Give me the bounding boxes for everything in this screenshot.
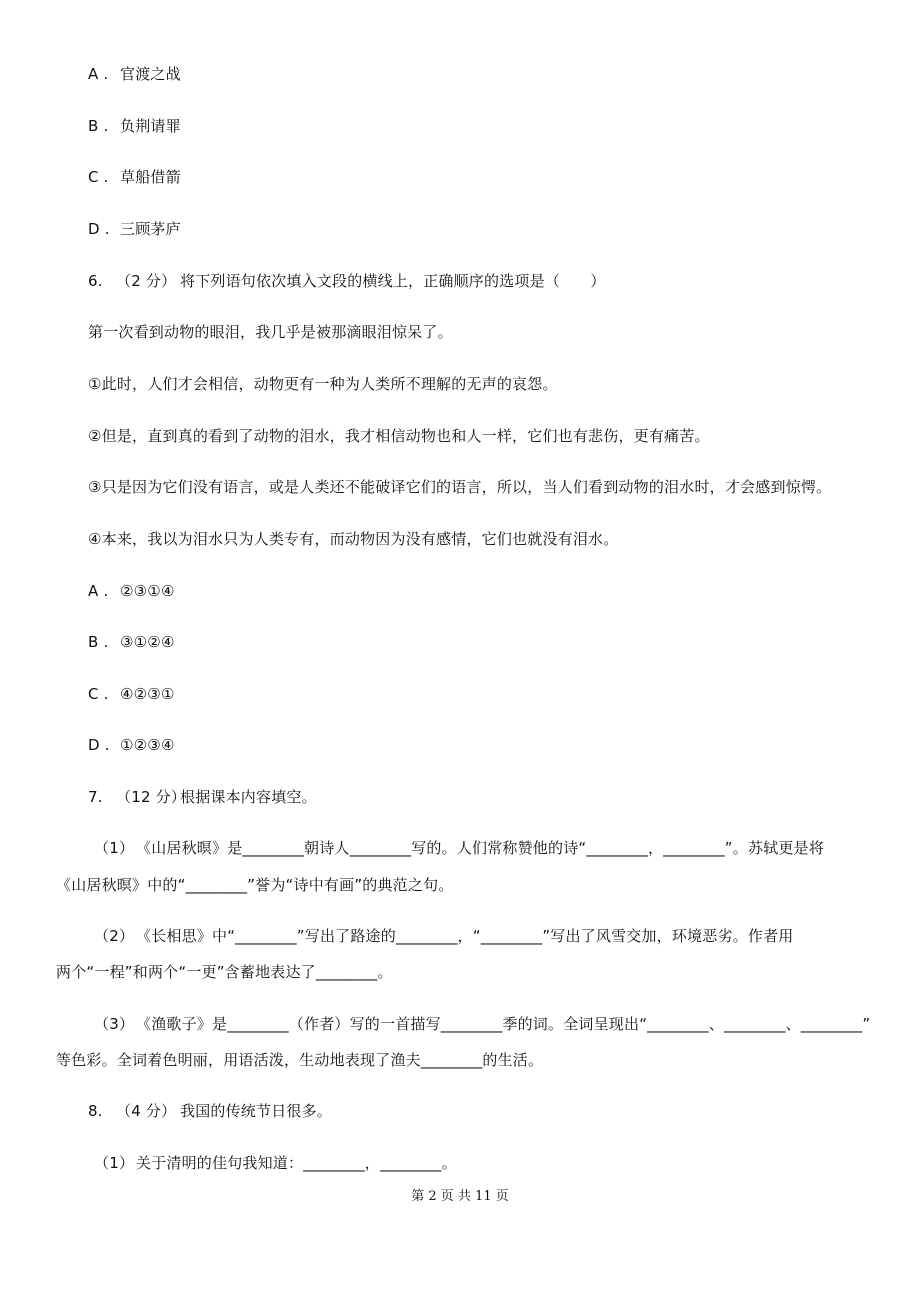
sub-question-text: 《渔歌子》是________（作者）写的一首描写________季的词。全词呈现出“________、________、________” xyxy=(136,1015,871,1033)
sub-question-text: 《长相思》中“________”写出了路途的________，“________”写出了风雪交加，环境恶劣。作者用 xyxy=(136,927,794,945)
q8-header xyxy=(88,1101,332,1121)
question-score: （12 分） xyxy=(116,788,187,806)
question-stem: 将下列语句依次填入文段的横线上，正确顺序的选项是（ ） xyxy=(180,272,606,290)
q6-sentence-4: ④本来，我以为泪水只为人类专有，而动物因为没有感情，它们也就没有泪水。 xyxy=(88,530,619,548)
q6-option-a xyxy=(88,581,175,601)
option-letter: D . xyxy=(88,736,110,754)
sub-question-number: （1） xyxy=(94,1154,135,1172)
q7-sub3-line2: 等色彩。全词着色明丽，用语活泼，生动地表现了渔夫________的生活。 xyxy=(56,1051,544,1069)
option-text: 负荆请罪 xyxy=(120,117,181,135)
sub-question-text: 关于清明的佳句我知道：________，________。 xyxy=(136,1154,457,1172)
question-score: （4 分） xyxy=(116,1102,177,1120)
q8-sub1 xyxy=(94,1153,457,1173)
option-letter: D . xyxy=(88,220,110,238)
sub-question-text: 《山居秋暝》是________朝诗人________写的。人们常称赞他的诗“________，________”。苏轼更是将 xyxy=(136,839,824,857)
option-text: ①②③④ xyxy=(120,736,175,754)
question-number: 8. xyxy=(88,1102,103,1120)
option-letter: A . xyxy=(88,65,109,83)
question-stem: 根据课本内容填空。 xyxy=(180,788,317,806)
q6-sentence-3: ③只是因为它们没有语言，或是人类还不能破译它们的语言，所以，当人们看到动物的泪水时，才会感到惊愕。 xyxy=(88,478,832,496)
option-letter: C . xyxy=(88,685,109,703)
q6-option-d xyxy=(88,735,175,755)
q6-sentence-1: ①此时，人们才会相信，动物更有一种为人类所不理解的无声的哀怨。 xyxy=(88,375,558,393)
option-text: 官渡之战 xyxy=(120,65,181,83)
q7-sub1-line1 xyxy=(94,838,824,858)
option-letter: B . xyxy=(88,633,109,651)
question-number: 6. xyxy=(88,272,103,290)
option-text: 三顾茅庐 xyxy=(120,220,181,238)
option-text: 草船借箭 xyxy=(120,168,181,186)
q7-sub3-line1 xyxy=(94,1014,870,1034)
sub-question-number: （2） xyxy=(94,927,135,945)
option-letter: A . xyxy=(88,582,109,600)
option-text: ②③①④ xyxy=(120,582,175,600)
option-text: ④②③① xyxy=(120,685,175,703)
q6-option-b xyxy=(88,632,175,652)
sub-question-number: （3） xyxy=(94,1015,135,1033)
option-letter: C . xyxy=(88,168,109,186)
q6-option-c xyxy=(88,684,175,704)
question-number: 7. xyxy=(88,788,103,806)
option-letter: B . xyxy=(88,117,109,135)
q5-option-a xyxy=(88,64,181,84)
sub-question-number: （1） xyxy=(94,839,135,857)
q6-sentence-2: ②但是，直到真的看到了动物的泪水，我才相信动物也和人一样，它们也有悲伤，更有痛苦。 xyxy=(88,427,710,445)
question-stem: 我国的传统节日很多。 xyxy=(180,1102,333,1120)
q5-option-b xyxy=(88,116,181,136)
option-text: ③①②④ xyxy=(120,633,175,651)
q5-option-c xyxy=(88,167,181,187)
q7-sub2-line1 xyxy=(94,926,794,946)
q7-header xyxy=(88,787,317,807)
q7-sub1-line2: 《山居秋暝》中的“________”誉为“诗中有画”的典范之句。 xyxy=(56,876,454,894)
page-footer: 第 2 页 共 11 页 xyxy=(411,1189,509,1204)
q6-passage: 第一次看到动物的眼泪，我几乎是被那滴眼泪惊呆了。 xyxy=(88,323,453,341)
q6-header xyxy=(88,271,606,291)
q5-option-d xyxy=(88,219,181,239)
q7-sub2-line2: 两个“一程”和两个“一更”含蓄地表达了________。 xyxy=(56,963,393,981)
question-score: （2 分） xyxy=(116,272,177,290)
